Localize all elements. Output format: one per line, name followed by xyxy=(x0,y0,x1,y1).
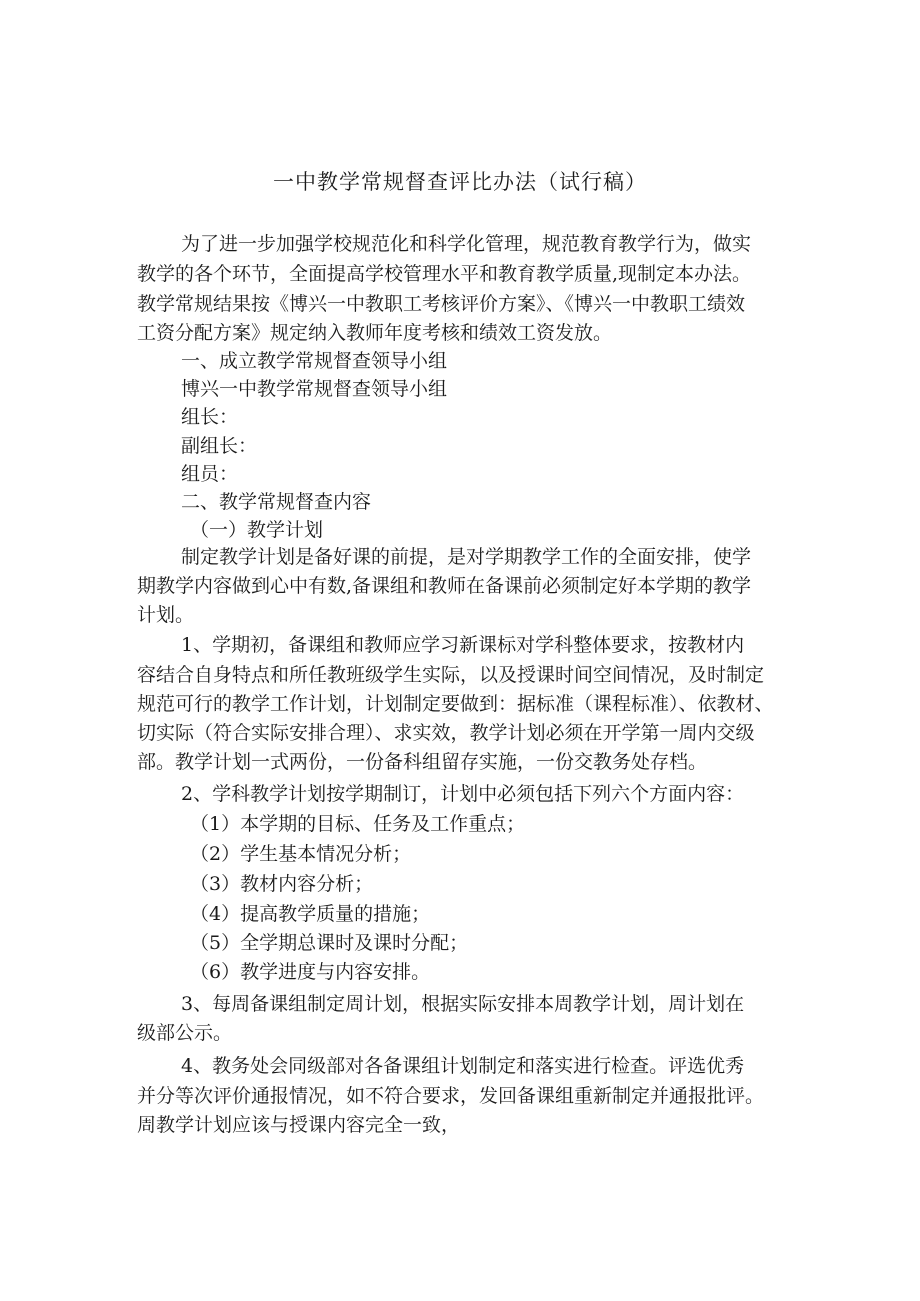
deputy-leader-label: 副组长： xyxy=(181,435,258,457)
paragraph-line: 工资分配方案》规定纳入教师年度考核和绩效工资发放。 xyxy=(137,322,613,344)
list-item: （5）全学期总课时及课时分配； xyxy=(190,932,469,954)
group-leader-label: 组长： xyxy=(181,406,239,428)
paragraph-line: 规范可行的教学工作计划，计划制定要做到：据标准（课程标准）、依教材、 xyxy=(137,693,774,715)
members-label: 组员： xyxy=(181,463,239,485)
paragraph-line: 教学常规结果按《博兴一中教职工考核评价方案》、《博兴一中教职工绩效 xyxy=(137,293,746,315)
paragraph-line: 部。教学计划一式两份，一份备科组留存实施，一份交教务处存档。 xyxy=(137,751,708,773)
section-heading: 一、成立教学常规督查领导小组 xyxy=(181,350,448,372)
subsection-heading: （一）教学计划 xyxy=(190,519,324,541)
paragraph-line: 计划。 xyxy=(137,604,195,626)
paragraph-line: 并分等次评价通报情况，如不符合要求，发回备课组重新制定并通报批评。 xyxy=(137,1085,765,1107)
document-title: 一中教学常规督查评比办法（试行稿） xyxy=(273,170,647,194)
list-item: （3）教材内容分析； xyxy=(190,873,374,895)
paragraph-line: 期教学内容做到心中有数,备课组和教师在备课前必须制定好本学期的教学 xyxy=(137,575,752,597)
paragraph-line: 4、教务处会同级部对各备课组计划制定和落实进行检查。评选优秀 xyxy=(181,1055,745,1077)
paragraph-line: 级部公示。 xyxy=(137,1022,233,1044)
paragraph-line: 切实际（符合实际安排合理）、求实效，教学计划必须在开学第一周内交级 xyxy=(137,722,755,744)
paragraph-line: 2、学科教学计划按学期制订，计划中必须包括下列六个方面内容： xyxy=(181,783,745,805)
list-item: （6）教学进度与内容安排。 xyxy=(190,961,431,983)
paragraph-line: 容结合自身特点和所任教班级学生实际，以及授课时间空间情况，及时制定 xyxy=(137,664,765,686)
paragraph-line: 周教学计划应该与授课内容完全一致， xyxy=(137,1114,461,1136)
paragraph-line: 3、每周备课组制定周计划，根据实际安排本周教学计划，周计划在 xyxy=(181,993,745,1015)
paragraph-line: 教学的各个环节，全面提高学校管理水平和教育教学质量,现制定本办法。 xyxy=(137,263,752,285)
list-item: （4）提高教学质量的措施； xyxy=(190,903,431,925)
paragraph-line: 1、学期初，备课组和教师应学习新课标对学科整体要求，按教材内 xyxy=(181,634,745,656)
paragraph-line: 制定教学计划是备好课的前提，是对学期教学工作的全面安排，使学 xyxy=(181,546,752,568)
section-heading: 二、教学常规督查内容 xyxy=(181,491,372,513)
paragraph-line: 为了进一步加强学校规范化和科学化管理，规范教育教学行为，做实 xyxy=(181,233,752,255)
list-item: （1）本学期的目标、任务及工作重点； xyxy=(190,813,526,835)
list-item: （2）学生基本情况分析； xyxy=(190,843,412,865)
group-name: 博兴一中教学常规督查领导小组 xyxy=(181,378,448,400)
